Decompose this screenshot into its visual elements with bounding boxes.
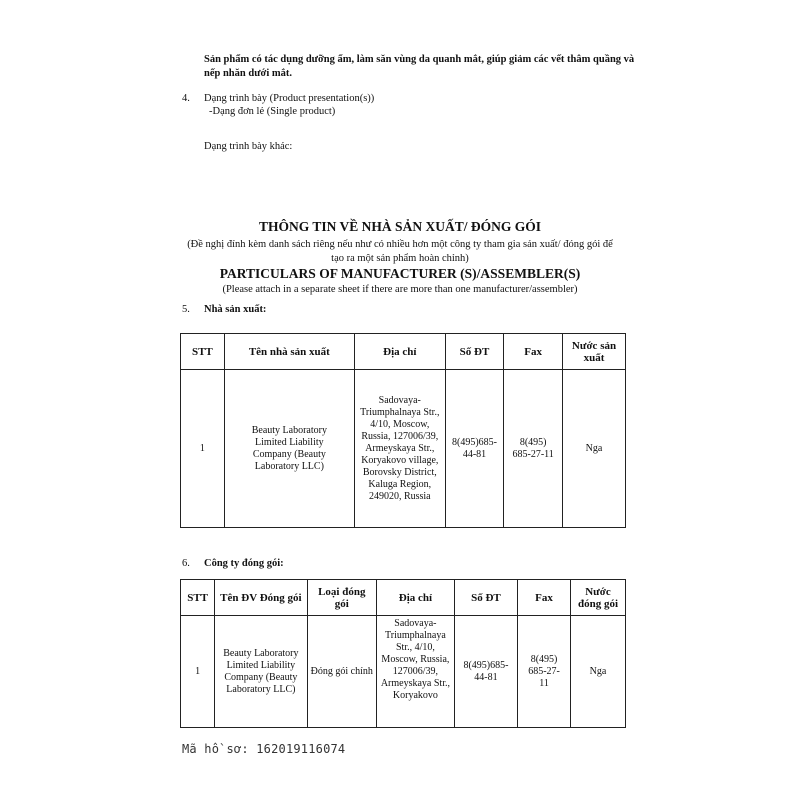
manufacturer-heading-en: PARTICULARS OF MANUFACTURER (S)/ASSEMBLER(S) — [219, 266, 581, 281]
cell-phone: 8(495)685-44-81 — [454, 616, 517, 728]
header-address: Địa chỉ — [354, 334, 445, 370]
cell-packing-type: Đóng gói chính — [307, 616, 376, 728]
single-product-line: -Dạng đơn lẻ (Single product) — [209, 106, 336, 117]
header-stt: STT — [181, 580, 215, 616]
header-packing-type: Loại đóng gói — [307, 580, 376, 616]
header-fax: Fax — [504, 334, 563, 370]
cell-country: Nga — [563, 370, 626, 528]
header-phone: Số ĐT — [445, 334, 504, 370]
section-5-number: 5. — [182, 304, 190, 315]
header-country: Nước đóng gói — [570, 580, 625, 616]
cell-country: Nga — [570, 616, 625, 728]
cell-phone: 8(495)685-44-81 — [445, 370, 504, 528]
header-fax: Fax — [518, 580, 571, 616]
section-4-title: Dạng trình bày (Product presentation(s)) — [204, 93, 375, 104]
header-manufacturer-name: Tên nhà sản xuất — [224, 334, 354, 370]
manufacturer-table — [180, 333, 626, 528]
packer-table — [180, 579, 626, 728]
cell-address: Sadovaya-Triumphalnaya Str., 4/10, Moscow, Russia, 127006/39, Armeyskaya Str., Koryakovo — [377, 616, 455, 728]
intro-paragraph: Sản phẩm có tác dụng dưỡng ẩm, làm săn vùng da quanh mắt, giúp giảm các vết thâm quầng và nếp nhăn dưới mắt. — [204, 54, 635, 79]
cell-manufacturer-name: Beauty Laboratory Limited Liability Company (Beauty Laboratory LLC) — [224, 370, 354, 528]
section-4-number: 4. — [182, 93, 190, 104]
table-row — [181, 616, 626, 728]
cell-address: Sadovaya-Triumphalnaya Str., 4/10, Moscow, Russia, 127006/39, Armeyskaya Str., Koryakovo village, Borovsky District, Kaluga Region, 249020, Russia — [354, 370, 445, 528]
manufacturer-note-vn: (Đề nghị đính kèm danh sách riêng nếu như có nhiều hơn một công ty tham gia sản xuất/ đóng gói để tạo ra một sản phẩm hoàn chỉnh) — [187, 239, 613, 264]
record-code: Mã hồ sơ: 162019116074 — [182, 742, 346, 756]
manufacturer-note-en: (Please attach in a separate sheet if there are more than one manufacturer/assembler) — [222, 284, 578, 295]
cell-stt: 1 — [181, 370, 225, 528]
other-presentation-line: Dạng trình bày khác: — [204, 141, 293, 152]
section-6-number: 6. — [182, 558, 190, 569]
section-6-title: Công ty đóng gói: — [204, 558, 284, 569]
manufacturer-heading-vn: THÔNG TIN VỀ NHÀ SẢN XUẤT/ ĐÓNG GÓI — [259, 219, 541, 234]
cell-fax: 8(495) 685-27-11 — [518, 616, 571, 728]
header-phone: Số ĐT — [454, 580, 517, 616]
header-packer-name: Tên ĐV Đóng gói — [215, 580, 307, 616]
header-stt: STT — [181, 334, 225, 370]
table-row — [181, 370, 626, 528]
section-5-title: Nhà sản xuất: — [204, 304, 267, 315]
header-country: Nước sản xuất — [563, 334, 626, 370]
cell-fax: 8(495) 685-27-11 — [504, 370, 563, 528]
cell-stt: 1 — [181, 616, 215, 728]
cell-packer-name: Beauty Laboratory Limited Liability Company (Beauty Laboratory LLC) — [215, 616, 307, 728]
header-address: Địa chỉ — [377, 580, 455, 616]
